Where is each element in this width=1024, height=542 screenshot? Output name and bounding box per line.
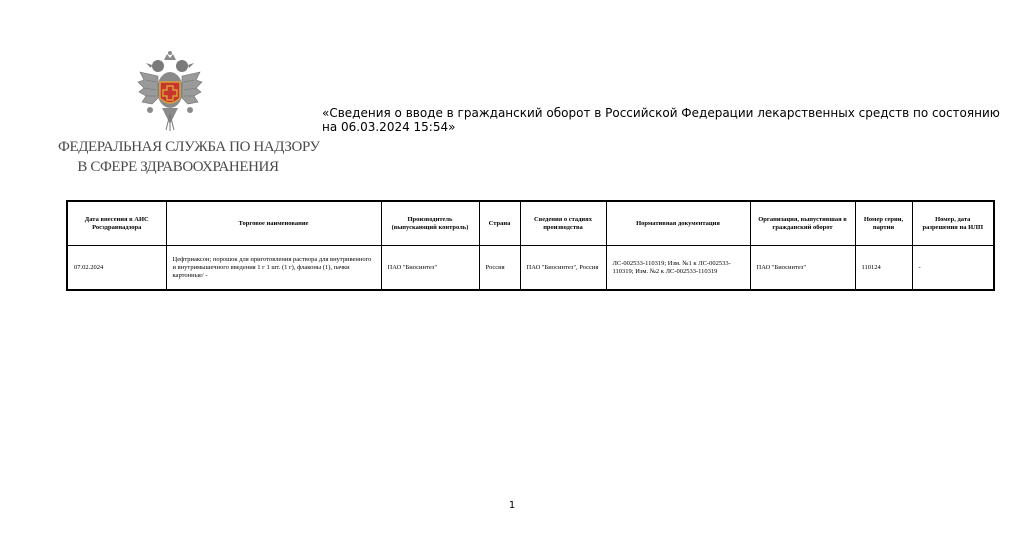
registry-table	[66, 200, 995, 291]
cell-ilp-permit: -	[912, 246, 994, 291]
cell-normative-doc: ЛС-002533-110319; Изм. №1 к ЛС-002533-110319; Изм. №2 к ЛС-002533-110319	[606, 246, 750, 291]
organization-name-line2: В СФЕРЕ ЗДРАВООХРАНЕНИЯ	[77, 159, 279, 175]
cell-trade-name: Цефтриаксон; порошок для приготовления раствора для внутривенного и внутримышечного введения 1 г 1 шт. (1 г), флаконы (1), пачки картонные/ -	[166, 246, 381, 291]
cell-batch-number: 110124	[855, 246, 912, 291]
column-header-batch-number: Номер серии, партии	[855, 201, 912, 246]
column-header-organization: Организация, выпустившая в гражданский оборот	[750, 201, 855, 246]
column-header-manufacturer: Производитель (выпускающий контроль)	[381, 201, 479, 246]
cell-date: 07.02.2024	[67, 246, 166, 291]
column-header-stages: Сведения о стадиях производства	[520, 201, 606, 246]
cell-stages: ПАО "Биосинтез", Россия	[520, 246, 606, 291]
organization-name	[58, 137, 320, 177]
table-row	[67, 246, 994, 291]
column-header-normative-doc: Нормативная документация	[606, 201, 750, 246]
column-header-ilp-permit: Номер, дата разрешения на ИЛП	[912, 201, 994, 246]
column-header-date: Дата внесения в АИС Росздравнадзора	[67, 201, 166, 246]
cell-organization: ПАО "Биосинтез"	[750, 246, 855, 291]
column-header-trade-name: Торговое наименование	[166, 201, 381, 246]
document-title: «Сведения о вводе в гражданский оборот в Российской Федерации лекарственных средств по состоянию на 06.03.2024 15:54»	[322, 106, 1000, 134]
table-header-row	[67, 201, 994, 246]
page-number: 1	[508, 500, 516, 511]
organization-name-line1: ФЕДЕРАЛЬНАЯ СЛУЖБА ПО НАДЗОРУ	[58, 139, 320, 155]
cell-manufacturer: ПАО "Биосинтез"	[381, 246, 479, 291]
double-headed-eagle-emblem-icon	[136, 50, 204, 132]
cell-country: Россия	[479, 246, 520, 291]
column-header-country: Страна	[479, 201, 520, 246]
